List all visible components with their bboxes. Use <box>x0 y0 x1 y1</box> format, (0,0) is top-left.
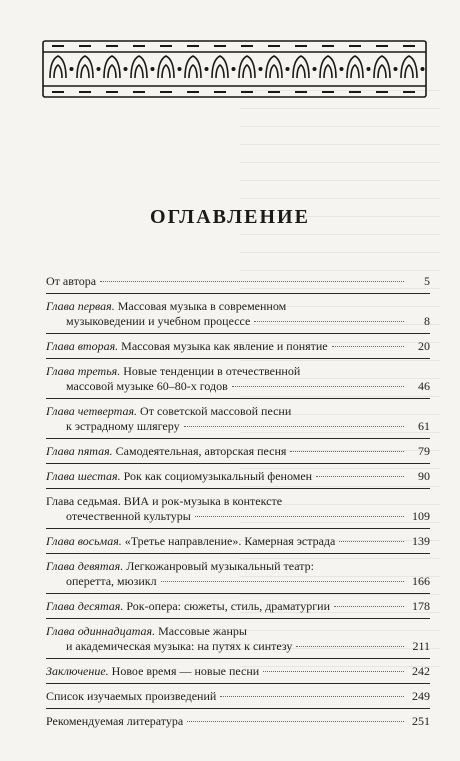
toc-entry-line <box>46 419 430 434</box>
chapter-title: музыковедении и учебном процессе <box>66 314 251 328</box>
toc-entry-line <box>46 639 430 654</box>
page-number: 249 <box>412 689 430 703</box>
page-number: 20 <box>418 339 430 353</box>
toc-entry[interactable] <box>46 494 430 524</box>
page-number: 8 <box>424 314 430 328</box>
toc-entry-text <box>66 509 191 524</box>
toc-entry[interactable] <box>46 714 430 729</box>
toc-entry-text <box>66 639 292 654</box>
entry-divider <box>46 553 430 554</box>
dot-leader <box>184 426 404 427</box>
toc-entry-text <box>66 574 157 589</box>
chapter-title: Массовая музыка в современном <box>114 299 287 313</box>
toc-entry-text <box>66 379 228 394</box>
toc-entry-line <box>46 299 430 314</box>
toc-entry[interactable] <box>46 689 430 704</box>
dot-leader <box>100 281 404 282</box>
entry-divider <box>46 708 430 709</box>
page-number: 166 <box>412 574 430 588</box>
entry-divider <box>46 358 430 359</box>
dot-leader <box>161 581 404 582</box>
toc-entry-line <box>46 339 430 354</box>
chapter-title: Самодеятельная, авторская песня <box>112 444 287 458</box>
chapter-title: Новое время — новые песни <box>108 664 260 678</box>
page-number: 46 <box>418 379 430 393</box>
toc-entry-line <box>46 404 430 419</box>
chapter-label: Глава десятая. <box>46 599 124 613</box>
toc-entry[interactable] <box>46 339 430 354</box>
page-number: 211 <box>412 639 430 653</box>
toc-entry[interactable] <box>46 444 430 459</box>
entry-divider <box>46 683 430 684</box>
page-number: 251 <box>412 714 430 728</box>
chapter-label: Глава четвертая. <box>46 404 138 418</box>
chapter-title: Массовая музыка как явление и понятие <box>118 339 328 353</box>
chapter-title: Глава седьмая. ВИА и рок-музыка в контексте <box>46 494 283 508</box>
toc-entry-text <box>46 274 96 289</box>
chapter-title: Новые тенденции в отечественной <box>120 364 301 378</box>
toc-entry-text <box>66 314 250 329</box>
page-number: 109 <box>412 509 430 523</box>
toc-entry-text <box>46 559 314 574</box>
toc-entry-line <box>46 624 430 639</box>
entry-divider <box>46 438 430 439</box>
toc-entry[interactable] <box>46 299 430 329</box>
chapter-title: Рок как социомузыкальный феномен <box>120 469 313 483</box>
chapter-title: Рекомендуемая литература <box>46 714 184 728</box>
chapter-title: отечественной культуры <box>66 509 191 523</box>
entry-divider <box>46 528 430 529</box>
dot-leader <box>220 696 404 697</box>
toc-entry-text <box>46 364 300 379</box>
toc-entry-line <box>46 274 430 289</box>
toc-entry[interactable] <box>46 559 430 589</box>
chapter-label: Глава пятая. <box>46 444 113 458</box>
chapter-title: «Третье направление». Камерная эстрада <box>121 534 336 548</box>
chapter-title: От автора <box>46 274 97 288</box>
toc-entry-line <box>46 444 430 459</box>
chapter-title: к эстрадному шлягеру <box>66 419 180 433</box>
toc-entry-text <box>46 714 183 729</box>
page-number: 178 <box>412 599 430 613</box>
entry-divider <box>46 658 430 659</box>
table-of-contents <box>46 274 430 729</box>
dot-leader <box>296 646 404 647</box>
toc-entry[interactable] <box>46 599 430 614</box>
toc-entry-line <box>46 364 430 379</box>
entry-divider <box>46 333 430 334</box>
toc-entry-line <box>46 534 430 549</box>
chapter-label: Глава одиннадцатая. <box>46 624 156 638</box>
toc-entry-text <box>46 689 216 704</box>
chapter-title: От советской массовой песни <box>137 404 292 418</box>
toc-entry[interactable] <box>46 469 430 484</box>
toc-entry-text <box>46 404 291 419</box>
chapter-title: и академическая музыка: на путях к синтезу <box>66 639 293 653</box>
page-number: 139 <box>412 534 430 548</box>
dot-leader <box>334 606 404 607</box>
chapter-label: Глава шестая. <box>46 469 121 483</box>
dot-leader <box>195 516 404 517</box>
toc-entry-text <box>46 494 282 509</box>
chapter-label: Глава вторая. <box>46 339 119 353</box>
chapter-label: Глава третья. <box>46 364 121 378</box>
entry-divider <box>46 293 430 294</box>
dot-leader <box>232 386 404 387</box>
toc-entry-line <box>46 379 430 394</box>
chapter-title: Легкожанровый музыкальный театр: <box>123 559 314 573</box>
toc-entry-line <box>46 314 430 329</box>
toc-entry[interactable] <box>46 364 430 394</box>
dot-leader <box>316 476 404 477</box>
dot-leader <box>290 451 404 452</box>
toc-entry-text <box>46 534 335 549</box>
entry-divider <box>46 593 430 594</box>
page-title: ОГЛАВЛЕНИЕ <box>150 206 310 228</box>
page-number: 242 <box>412 664 430 678</box>
toc-entry-text <box>46 624 247 639</box>
toc-entry[interactable] <box>46 664 430 679</box>
chapter-title: Список изучаемых произведений <box>46 689 217 703</box>
chapter-label: Заключение. <box>46 664 109 678</box>
toc-entry-text <box>46 339 328 354</box>
chapter-label: Глава восьмая. <box>46 534 122 548</box>
toc-entry-text <box>46 444 286 459</box>
toc-entry-line <box>46 469 430 484</box>
toc-entry-line <box>46 599 430 614</box>
toc-entry-line <box>46 509 430 524</box>
page-number: 90 <box>418 469 430 483</box>
toc-entry-line <box>46 689 430 704</box>
chapter-label: Глава девятая. <box>46 559 124 573</box>
chapter-label: Глава первая. <box>46 299 115 313</box>
toc-entry-text <box>46 599 330 614</box>
page-number: 5 <box>424 274 430 288</box>
entry-divider <box>46 488 430 489</box>
chapter-title: Рок-опера: сюжеты, стиль, драматургии <box>123 599 331 613</box>
toc-entry[interactable] <box>46 534 430 549</box>
toc-entry-line <box>46 559 430 574</box>
entry-divider <box>46 463 430 464</box>
entry-divider <box>46 398 430 399</box>
toc-entry-line <box>46 714 430 729</box>
toc-entry-line <box>46 664 430 679</box>
chapter-title: оперетта, мюзикл <box>66 574 157 588</box>
chapter-title: Массовые жанры <box>155 624 247 638</box>
ornament-header-icon <box>40 38 429 100</box>
toc-entry-line <box>46 574 430 589</box>
toc-entry-line <box>46 494 430 509</box>
page-number: 79 <box>418 444 430 458</box>
toc-entry[interactable] <box>46 624 430 654</box>
page-number: 61 <box>418 419 430 433</box>
dot-leader <box>339 541 404 542</box>
dot-leader <box>187 721 404 722</box>
dot-leader <box>332 346 404 347</box>
toc-entry[interactable] <box>46 274 430 289</box>
dot-leader <box>254 321 404 322</box>
toc-entry-text <box>46 469 312 484</box>
chapter-title: массовой музыке 60–80-х годов <box>66 379 228 393</box>
toc-entry-text <box>46 299 286 314</box>
toc-entry[interactable] <box>46 404 430 434</box>
entry-divider <box>46 618 430 619</box>
toc-entry-text <box>46 664 259 679</box>
dot-leader <box>263 671 404 672</box>
toc-entry-text <box>66 419 180 434</box>
